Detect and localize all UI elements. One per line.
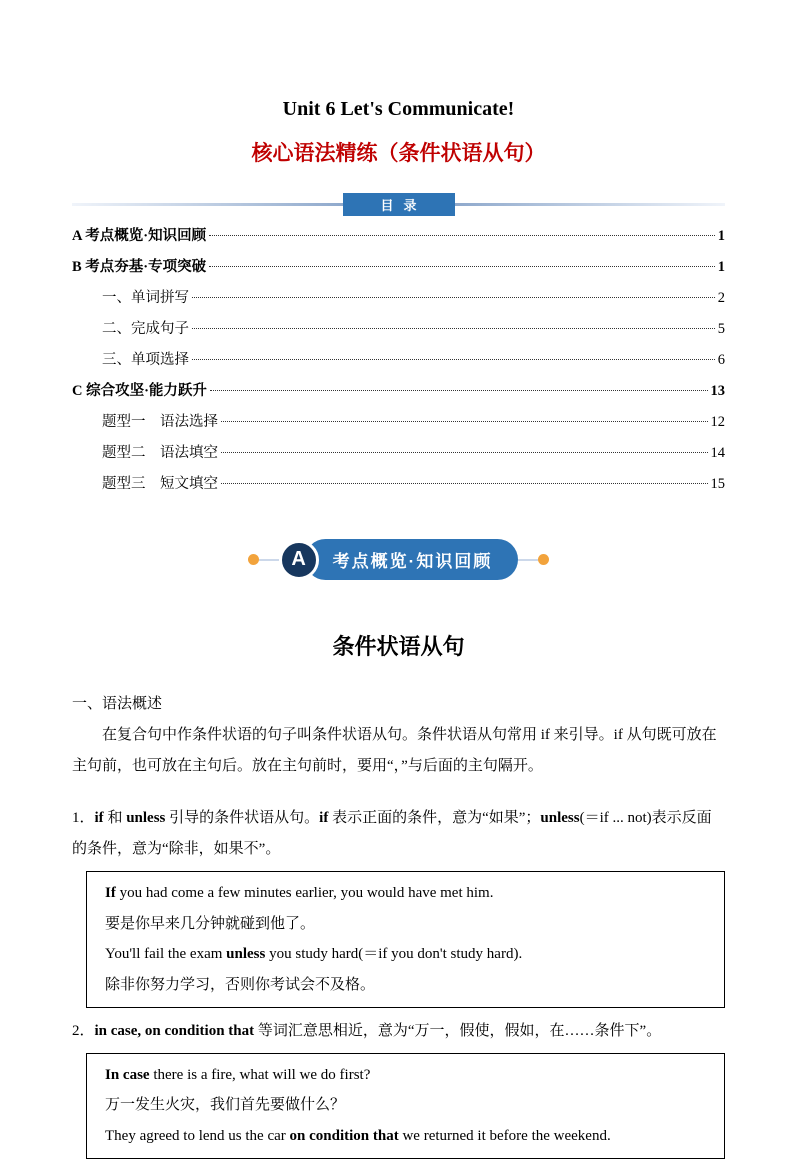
toc-label: 一、单词拼写 [102,290,189,306]
bold-term: in case, on condition that [94,1022,255,1039]
toc-label: C 综合攻坚·能力跃升 [72,383,207,399]
banner-line-left [72,203,343,206]
example-translation: 除非你努力学习，否则你考试会不及格。 [105,977,376,993]
toc-row [72,224,725,255]
section-letter-badge: A [279,540,319,580]
orange-dot-icon [248,554,259,565]
toc-page-number: 12 [710,414,725,430]
bold-term: unless [226,946,266,963]
example-translation: 要是你早来几分钟就碰到他了。 [105,915,316,932]
toc-label: 题型二 语法填空 [102,445,218,461]
page-title: Unit 6 Let's Communicate! [282,98,515,120]
example-box-1 [86,871,725,1008]
example-line [105,939,706,970]
banner-line-right [455,203,726,206]
badge-connector-line [518,559,538,561]
bold-term: on condition that [289,1128,399,1144]
toc-label: 二、完成句子 [102,321,189,337]
toc-label: 题型一 语法选择 [102,414,218,430]
bold-term: unless [540,810,580,827]
toc-row [72,348,725,379]
toc-row [72,472,725,503]
toc-dotted-leader [221,452,708,453]
toc-page-number: 5 [717,321,725,337]
toc-page-number: 14 [710,445,725,461]
text-segment: You'll fail the exam [105,946,227,963]
example-line [105,1060,706,1091]
toc-dotted-leader [221,483,708,484]
bold-term: In case [105,1066,150,1083]
overview-title: 一、语法概述 [72,696,163,712]
example-line [105,878,706,909]
toc-label: 题型三 短文填空 [102,476,218,492]
bold-term: If [105,884,116,901]
text-segment: 表示正面的条件，意为“如果”； [328,810,541,827]
text-segment: we returned it before the weekend. [398,1128,611,1144]
toc-label: 三、单项选择 [102,352,189,368]
example-translation: 万一发生火灾，我们首先要做什么？ [105,1097,346,1114]
toc-banner [72,193,725,216]
text-segment: 和 [103,810,127,827]
toc-row [72,410,725,441]
toc-row [72,317,725,348]
text-segment: you study hard(＝if you don't study hard). [265,946,523,963]
toc-page-number: 1 [717,259,725,275]
toc-label: A 考点概览·知识回顾 [72,228,207,244]
text-segment: 引导的条件状语从句。 [165,810,320,827]
point-2 [72,1016,725,1047]
badge-connector-line [259,559,279,561]
text-segment: (＝if ... not)表示反面的条件，意为“除非，如果不”。 [72,810,712,857]
toc-label: B 考点夯基·专项突破 [72,259,207,275]
example-line [105,1121,706,1152]
text-segment: 2． [72,1022,95,1039]
toc-page-number: 1 [717,228,725,244]
section-badge-label: 考点概览·知识回顾 [305,539,519,580]
toc-dotted-leader [192,328,715,329]
bold-term: unless [126,810,166,827]
toc-dotted-leader [192,359,715,360]
toc-page-number: 2 [717,290,725,306]
page-subtitle: 核心语法精练（条件状语从句） [251,142,546,165]
orange-dot-icon [538,554,549,565]
toc-row [72,255,725,286]
text-segment: 1． [72,810,95,827]
table-of-contents [72,224,725,503]
toc-dotted-leader [209,266,715,267]
text-segment: They agreed to lend us the car [105,1128,290,1144]
toc-dotted-leader [221,421,708,422]
toc-page-number: 6 [717,352,725,368]
text-segment: there is a fire, what will we do first? [149,1066,371,1083]
text-segment: 等词汇意思相近，意为“万一，假使，假如，在……条件下”。 [254,1022,662,1039]
text-segment: you had come a few minutes earlier, you would have met him. [115,884,494,901]
toc-dotted-leader [210,390,708,391]
toc-dotted-leader [192,297,715,298]
toc-dotted-leader [209,235,715,236]
toc-page-number: 15 [710,476,725,492]
section-a-badge [72,539,725,580]
toc-row [72,379,725,410]
example-box-2 [86,1053,725,1159]
point-1 [72,803,725,865]
toc-page-number: 13 [710,383,725,399]
grammar-section-heading: 条件状语从句 [332,634,465,659]
toc-header: 目录 [343,193,455,216]
overview-paragraph: 在复合句中作条件状语的句子叫条件状语从句。条件状语从句常用 if 来引导。if 从句既可放在主句前，也可放在主句后。放在主句前时，要用“，”与后面的主句隔开。 [72,726,717,774]
bold-term: if [319,810,329,827]
bold-term: if [94,810,104,827]
toc-row [72,441,725,472]
toc-row [72,286,725,317]
